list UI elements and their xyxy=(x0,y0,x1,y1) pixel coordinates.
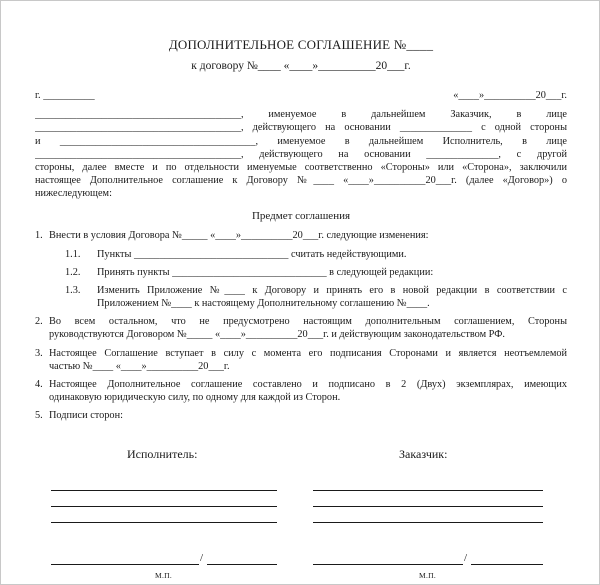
customer-label: Заказчик: xyxy=(399,447,448,461)
preamble-line: стороны, далее вместе и по отдельности именуемые соответственно «Стороны» или «Сторона», заключили xyxy=(35,161,567,173)
clause-number: 1.3. xyxy=(65,284,81,296)
clause-1-2 xyxy=(65,266,567,279)
executor-stamp-label: М.П. xyxy=(155,571,173,580)
clause-3 xyxy=(35,347,567,373)
customer-signature-line xyxy=(313,564,463,565)
executor-signature-line xyxy=(51,564,199,565)
clause-text: Принять пункты ______________________________ в следующей редакции: xyxy=(97,266,434,278)
place-field: г. __________ xyxy=(35,90,95,101)
clause-text-line: частью №____ «____»__________20___г. xyxy=(49,360,230,372)
document-body xyxy=(35,89,567,428)
clause-text-line: Приложением №____ к настоящему Дополнительному соглашению №____. xyxy=(97,298,430,310)
clause-1 xyxy=(35,229,567,242)
executor-name-line xyxy=(207,564,277,565)
customer-signature-line xyxy=(313,522,543,523)
section-heading: Предмет соглашения xyxy=(251,210,351,223)
executor-signature-line xyxy=(51,490,277,491)
clause-1-1 xyxy=(65,248,567,261)
preamble-line: настоящее Дополнительное соглашение к Договору №____ «____»__________20___г. (далее «Договор») о xyxy=(35,175,567,187)
clause-text: Подписи сторон: xyxy=(49,410,123,422)
signature-separator: / xyxy=(200,552,204,564)
customer-name-line xyxy=(471,564,543,565)
clause-text-line: Во всем остальном, что не предусмотрено настоящим дополнительным соглашением, Стороны xyxy=(49,316,567,328)
executor-signature-line xyxy=(51,506,277,507)
executor-signature-line xyxy=(51,522,277,523)
customer-stamp-label: М.П. xyxy=(419,571,437,580)
clause-4 xyxy=(35,378,567,404)
date-field: «____»__________20___г. xyxy=(453,90,567,101)
clause-number: 1.2. xyxy=(65,266,81,278)
clause-text-line: Настоящее Дополнительное соглашение составлено и подписано в 2 (Двух) экземплярах, имеющих xyxy=(49,379,567,390)
clause-text: Внести в условия Договора №_____ «____»__________20___г. следующие изменения: xyxy=(49,230,429,242)
clause-2 xyxy=(35,315,567,341)
clause-text: Пункты ______________________________ считать недействующими. xyxy=(97,248,407,260)
preamble-line: нижеследующем: xyxy=(35,188,112,200)
clause-number: 4. xyxy=(35,379,43,390)
preamble-line: ________________________________________, действующего на основании ______________, с другой xyxy=(35,148,567,160)
clause-number: 1.1. xyxy=(65,248,81,260)
customer-signature-line xyxy=(313,490,543,491)
clause-number: 1. xyxy=(35,230,43,242)
preamble-line: и ______________________________________, именуемое в дальнейшем Исполнитель, в лице xyxy=(35,135,567,147)
document-title: ДОПОЛНИТЕЛЬНОЕ СОГЛАШЕНИЕ №____ xyxy=(168,37,434,52)
document-subtitle: к договору №____ «____»__________20___г. xyxy=(191,60,411,72)
clause-text-line: одинаковую юридическую силу, по одному для каждой из Сторон. xyxy=(49,392,341,404)
preamble-line: ________________________________________, действующего на основании ______________ с одной стороны xyxy=(35,122,567,134)
clause-number: 2. xyxy=(35,316,43,328)
clause-number: 3. xyxy=(35,347,43,359)
place-date-row xyxy=(35,89,567,102)
clause-text-line: Изменить Приложение №____ к Договору и принять его в новой редакции в соответствии с xyxy=(97,284,567,296)
clause-number: 5. xyxy=(35,410,43,422)
clause-text-line: Настоящее Соглашение вступает в силу с момента его подписания Сторонами и является неотъемлемой xyxy=(49,347,567,359)
preamble xyxy=(35,108,567,200)
clause-text-line: руководствуются Договором №_____ «____»__________20___г. и действующим законодательством РФ. xyxy=(49,329,505,341)
preamble-line: ________________________________________, именуемое в дальнейшем Заказчик, в лице xyxy=(35,109,567,121)
customer-signature-line xyxy=(313,506,543,507)
signature-separator: / xyxy=(464,552,468,564)
clause-1-3 xyxy=(65,284,567,310)
executor-label: Исполнитель: xyxy=(127,447,198,461)
clause-5 xyxy=(35,409,567,422)
